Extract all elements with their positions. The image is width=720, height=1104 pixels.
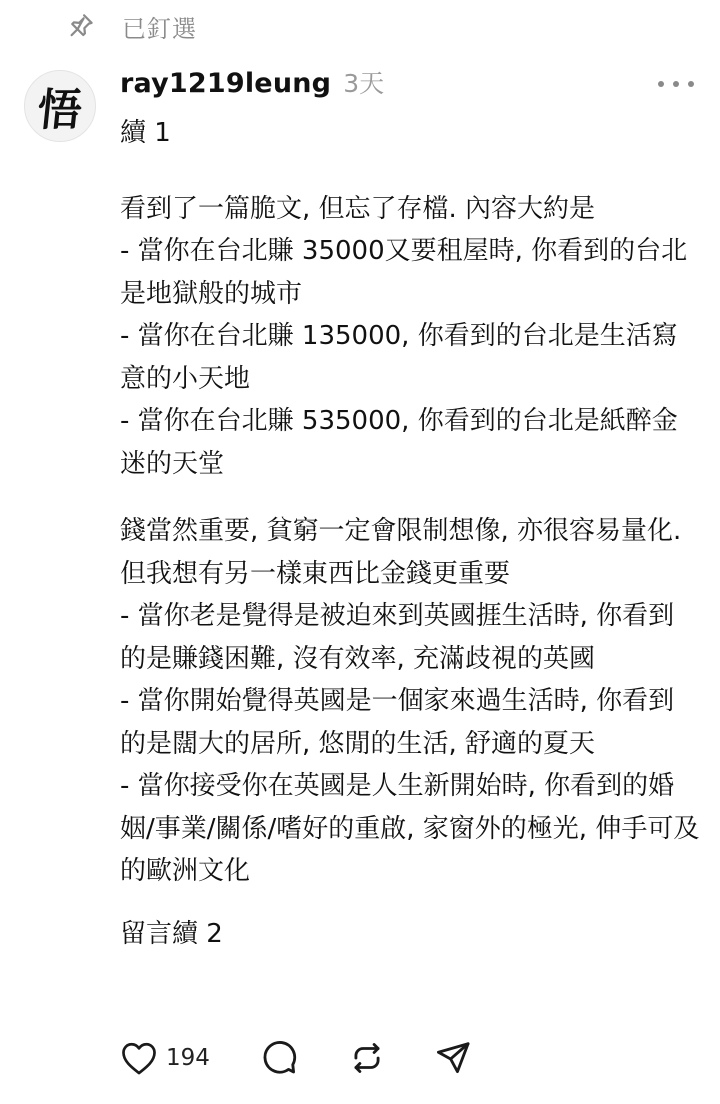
avatar[interactable] [24,70,96,142]
text-line: 錢當然重要, 貧窮一定會限制想像, 亦很容易量化. 但我想有另一樣東西比金錢更重要 [120,516,682,589]
post-body [120,112,700,955]
like-button[interactable] [120,1040,210,1076]
pin-icon [66,11,96,41]
post-footer-line: 留言續 2 [120,918,223,949]
text-line: - 當你老是覺得是被迫來到英國捱生活時, 你看到的是賺錢困難, 沒有效率, 充滿歧視的英國 [120,601,675,674]
text-line: - 當你開始覺得英國是一個家來過生活時, 你看到的是闊大的居所, 悠閒的生活, 舒適的夏天 [120,686,675,759]
paragraph-1 [120,188,700,486]
heart-icon[interactable] [120,1040,158,1076]
like-count: 194 [166,1045,210,1071]
post-time: 3天 [343,69,385,98]
repost-icon[interactable] [348,1039,386,1077]
send-icon[interactable] [434,1039,472,1077]
text-line: - 當你在台北賺 535000, 你看到的台北是紙醉金迷的天堂 [120,406,678,479]
share-button[interactable] [434,1039,472,1077]
text-line: - 當你在台北賺 135000, 你看到的台北是生活寫意的小天地 [120,321,678,394]
paragraph-2 [120,510,700,893]
action-bar [120,1036,472,1080]
text-line: - 當你在台北賺 35000又要租屋時, 你看到的台北是地獄般的城市 [120,236,688,309]
comment-icon[interactable] [260,1039,298,1077]
more-icon[interactable] [658,72,694,96]
reply-button[interactable] [260,1039,298,1077]
pinned-indicator [66,8,197,44]
post-header [120,64,384,100]
text-line: - 當你接受你在英國是人生新開始時, 你看到的婚姻/事業/關係/嗜好的重啟, 家窗外的極光, 伸手可及的歐洲文化 [120,771,700,886]
pinned-label: 已釘選 [122,14,197,43]
post-title-line: 續 1 [120,118,171,148]
repost-button[interactable] [348,1039,386,1077]
avatar-glyph: 悟 [34,85,85,136]
username[interactable]: ray1219leung [120,68,332,99]
text-line: 看到了一篇脆文, 但忘了存檔. 內容大約是 [120,193,596,224]
